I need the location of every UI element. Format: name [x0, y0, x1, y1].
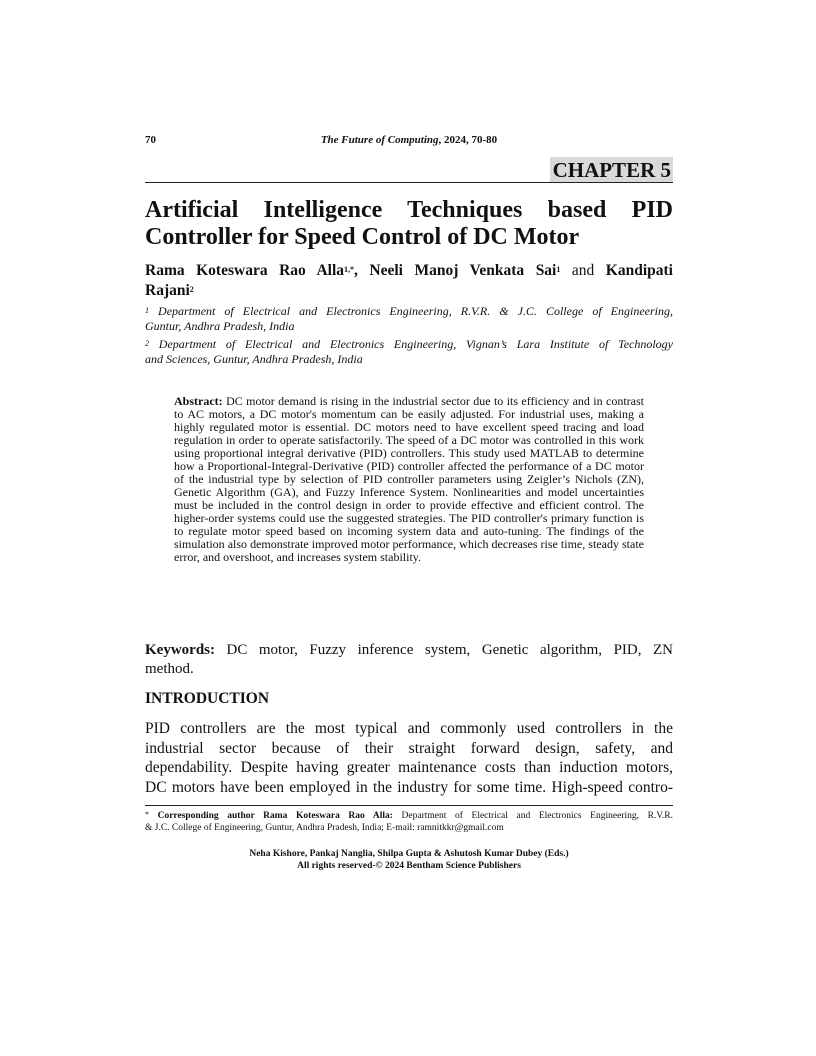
- author-affiliation-mark: 2: [189, 285, 194, 294]
- footnote: [145, 810, 673, 834]
- footnote-text: Department of Electrical and Electronics Engineering, R.V.R.: [401, 811, 674, 821]
- author-name: Rajani: [145, 282, 190, 299]
- author-list: [145, 261, 673, 301]
- author-and: and: [560, 262, 606, 279]
- footnote-label: Corresponding author Rama Koteswara Rao Alla:: [157, 811, 393, 821]
- keywords-line-1: [145, 641, 673, 660]
- footnote-line-1: [145, 810, 673, 822]
- affiliation-line: [145, 304, 673, 319]
- author-name: Rama Koteswara Rao Alla: [145, 262, 344, 279]
- affiliation-line: Guntur, Andhra Pradesh, India: [145, 319, 295, 333]
- author-affiliation-mark: 1,*: [344, 265, 354, 274]
- abstract-label: Abstract:: [174, 394, 223, 408]
- authors-line-2: [145, 282, 194, 299]
- intro-line: dependability. Despite having greater maintenance costs than induction motors,: [145, 759, 673, 776]
- title-line-2: Controller for Speed Control of DC Motor: [145, 224, 580, 250]
- affiliation-1: [145, 304, 673, 334]
- affiliation-text: Department of Electrical and Electronics Engineering, R.V.R. & J.C. College of Engineering,: [158, 304, 674, 318]
- introduction-paragraph: [145, 719, 673, 797]
- authors-line-1: [145, 261, 673, 281]
- footnote-rule: [145, 805, 673, 806]
- author-name: Neeli Manoj Venkata Sai: [369, 262, 557, 279]
- abstract: [174, 395, 644, 564]
- keywords-text: DC motor, Fuzzy inference system, Genetic algorithm, PID, ZN: [226, 642, 674, 658]
- intro-line: industrial sector because of their straight forward design, safety, and: [145, 739, 673, 757]
- affiliation-2: [145, 337, 673, 367]
- affiliation-line: and Sciences, Guntur, Andhra Pradesh, India: [145, 352, 363, 366]
- copyright-line: All rights reserved-© 2024 Bentham Science Publishers: [297, 861, 521, 871]
- journal-title: The Future of Computing: [320, 134, 439, 146]
- page-number: 70: [145, 134, 156, 146]
- chapter-rule: [145, 182, 673, 183]
- affiliation-text: Department of Electrical and Electronics Engineering, Vignan’s Lara Institute of Technology: [158, 337, 674, 351]
- keywords: [145, 641, 673, 679]
- running-header: [145, 134, 673, 146]
- footnote-line-2: & J.C. College of Engineering, Guntur, Andhra Pradesh, India; E-mail: ramnitkkr@gmail.com: [145, 823, 504, 833]
- section-heading-introduction: INTRODUCTION: [145, 690, 270, 707]
- editors-line: Neha Kishore, Pankaj Nanglia, Shilpa Gupta & Ashutosh Kumar Dubey (Eds.): [249, 849, 569, 859]
- intro-line: DC motors have been employed in the industry for some time. High-speed contro-: [145, 778, 673, 796]
- editors-credit: [145, 848, 673, 872]
- title-line-1: Artificial Intelligence Techniques based PID: [145, 197, 673, 223]
- chapter-label: CHAPTER 5: [550, 157, 673, 182]
- footnote-marker: *: [145, 810, 149, 819]
- abstract-text: DC motor demand is rising in the industrial sector due to its efficiency and in contrast to AC motors, a DC motor's momentum can be easily adjusted. For industrial uses, making a highly regulated motor is essential. DC motors need to have excellent speed tracing and load regulation in order to operate satisfactorily. The speed of a DC motor was controlled in this work using proportional integral derivative (PID) controllers. This study used MATLAB to determine how a Proportional-Integral-Derivative (PID) controller affected the performance of a DC motor of the industrial type by selection of PID controller parameters using Zeigler’s Nichols (ZN), Genetic Algorithm (GA), and Fuzzy Inference System. Nonlinearities and model uncertainties must be included in the control design in order to provide effective and efficient control. The higher-order systems could use the suggested strategies. The PID controller's primary function is to regulate motor speed based on incoming system data and auto-tuning. The findings of the simulation also demonstrate improved motor performance, which decreases rise time, steady state error, and overshoot, and increases system stability.: [174, 394, 645, 564]
- affiliation-line: [145, 337, 673, 352]
- affiliation-mark: 2: [145, 339, 149, 348]
- paper-title: [145, 197, 673, 251]
- author-name: Kandipati: [605, 262, 673, 279]
- author-affiliation-mark: 1: [556, 265, 561, 274]
- keywords-line-2: method.: [145, 661, 194, 677]
- keywords-label: Keywords:: [145, 642, 215, 658]
- author-separator: ,: [354, 262, 370, 279]
- affiliation-mark: 1: [145, 306, 149, 315]
- journal-year-pages: , 2024, 70-80: [438, 134, 498, 146]
- intro-line: PID controllers are the most typical and commonly used controllers in the: [145, 720, 673, 737]
